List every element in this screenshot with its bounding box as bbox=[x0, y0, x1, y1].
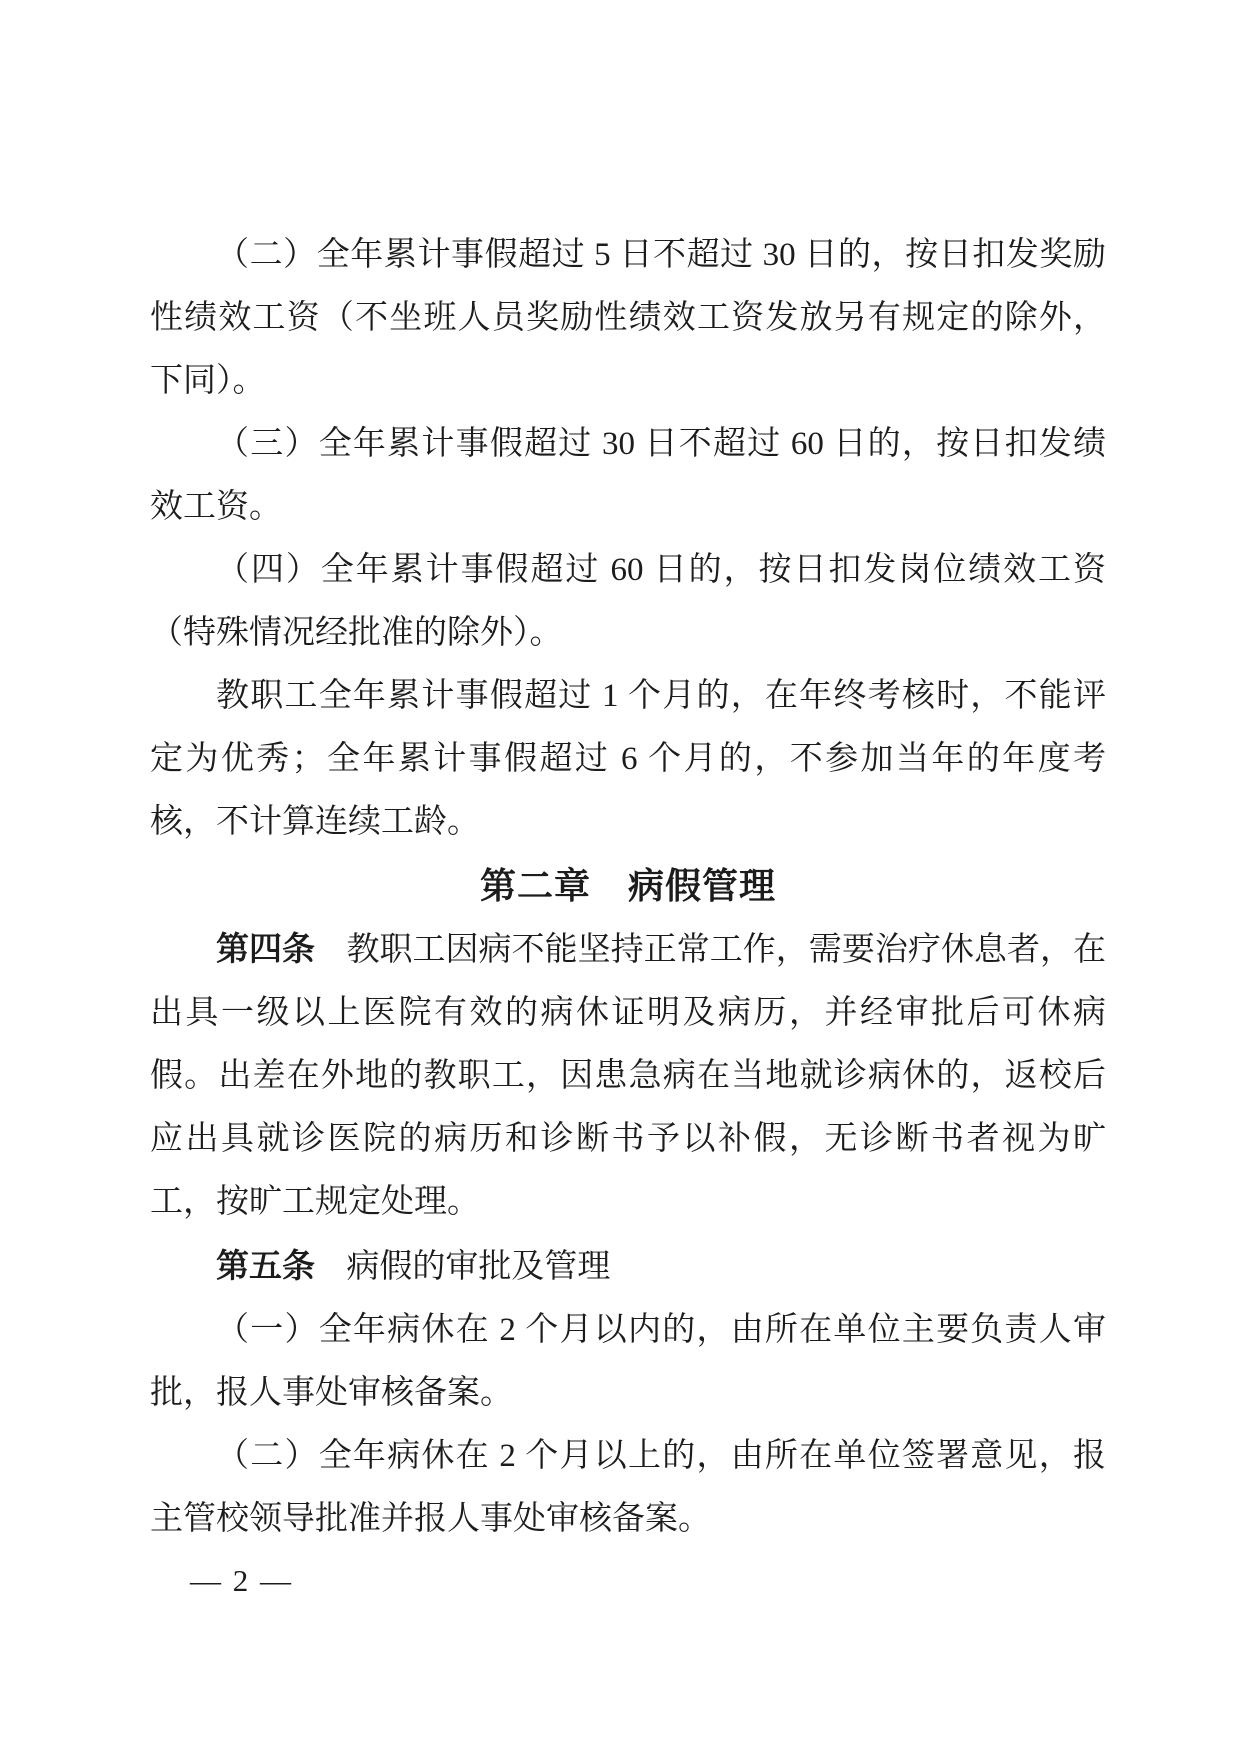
article-5-paragraph bbox=[150, 1234, 1106, 1299]
article-5-text: 病假的审批及管理 bbox=[346, 1249, 611, 1285]
paragraph-item-2: （二）全年累计事假超过 5 日不超过 30 日的，按日扣发奖励性绩效工资（不坐班人员奖励性绩效工资发放另有规定的除外，下同）。 bbox=[150, 237, 1106, 399]
article-4-paragraph bbox=[150, 917, 1106, 1234]
paragraph-item-4: （四）全年累计事假超过 60 日的，按日扣发岗位绩效工资（特殊情况经批准的除外）。 bbox=[150, 552, 1106, 651]
page-number: — 2 — bbox=[190, 1563, 293, 1598]
article-4-text: 教职工因病不能坚持正常工作，需要治疗休息者，在出具一级以上医院有效的病休证明及病历，并经审批后可休病假。出差在外地的教职工，因患急病在当地就诊病休的，返校后应出具就诊医院的病历和诊断书予以补假，无诊断书者视为旷工，按旷工规定处理。 bbox=[150, 932, 1107, 1220]
paragraph-annual-assessment: 教职工全年累计事假超过 1 个月的，在年终考核时，不能评定为优秀；全年累计事假超过 6 个月的，不参加当年的年度考核，不计算连续工龄。 bbox=[150, 678, 1106, 840]
document-body bbox=[150, 224, 1106, 1551]
chapter-2-heading: 第二章 病假管理 bbox=[479, 865, 776, 906]
clause-item-2: （二）全年病休在 2 个月以上的，由所在单位签署意见，报主管校领导批准并报人事处审核备案。 bbox=[150, 1438, 1106, 1537]
article-5-label: 第五条 bbox=[216, 1247, 315, 1284]
clause-item-1: （一）全年病休在 2 个月以内的，由所在单位主要负责人审批，报人事处审核备案。 bbox=[150, 1312, 1106, 1411]
paragraph-item-3: （三）全年累计事假超过 30 日不超过 60 日的，按日扣发绩效工资。 bbox=[150, 426, 1106, 525]
article-4-label: 第四条 bbox=[216, 930, 316, 967]
